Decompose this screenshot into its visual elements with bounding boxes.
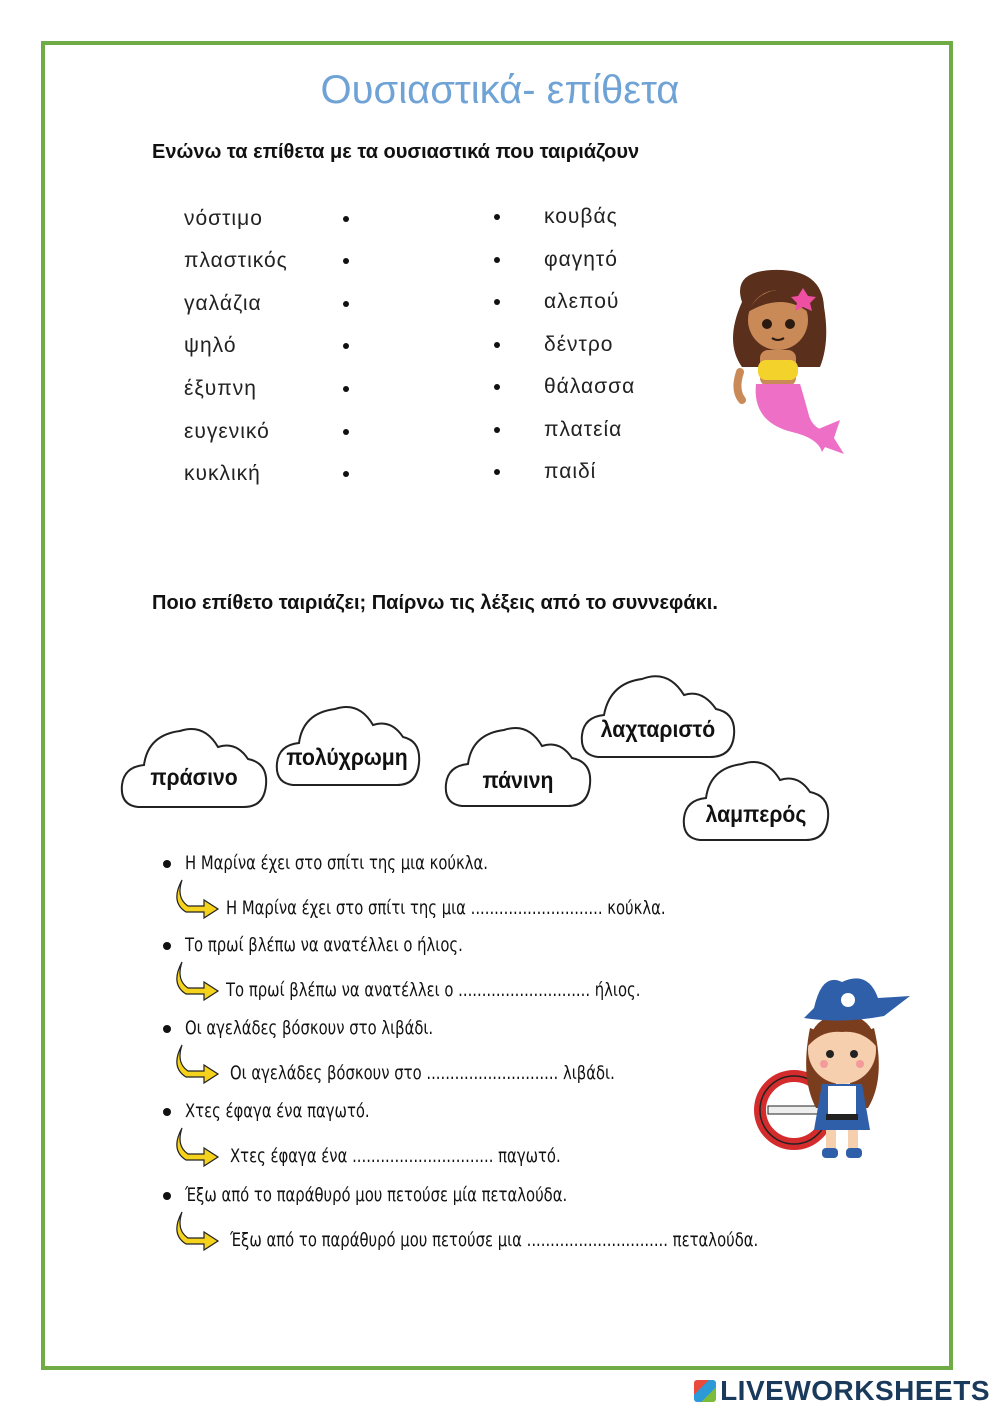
noun-item: δέντρο bbox=[544, 333, 614, 356]
mermaid-illustration bbox=[712, 262, 852, 462]
noun-item: πλατεία bbox=[544, 418, 623, 441]
adjective-item: νόστιμο bbox=[184, 207, 263, 230]
curved-arrow-icon bbox=[174, 960, 220, 1002]
pirate-girl-illustration bbox=[752, 968, 928, 1164]
answer-blank[interactable]: ............................ bbox=[426, 1062, 559, 1084]
word-cloud[interactable] bbox=[680, 752, 832, 852]
adjective-item: πλαστικός bbox=[184, 249, 288, 272]
word-cloud[interactable] bbox=[273, 697, 421, 797]
cloud-word: πράσινο bbox=[150, 763, 238, 790]
match-dot-left[interactable] bbox=[343, 429, 349, 435]
exercise2-instruction: Ποιο επίθετο ταιριάζει; Παίρνω τις λέξεις από το συννεφάκι. bbox=[152, 592, 718, 614]
adjective-item: έξυπνη bbox=[184, 377, 257, 400]
match-dot-right[interactable] bbox=[494, 342, 500, 348]
match-dot-right[interactable] bbox=[494, 469, 500, 475]
bullet bbox=[163, 1192, 171, 1200]
sentence-original: Το πρωί βλέπω να ανατέλλει ο ήλιος. bbox=[185, 934, 463, 956]
noun-item: κουβάς bbox=[544, 205, 618, 228]
sentence-blank: Χτες έφαγα ένα .............................. παγωτό. bbox=[230, 1145, 561, 1167]
page-border bbox=[41, 41, 953, 1370]
sentence-blank: Οι αγελάδες βόσκουν στο ............................ λιβάδι. bbox=[230, 1062, 615, 1084]
page-title: Ουσιαστικά- επίθετα bbox=[320, 68, 680, 112]
sentence-original: Έξω από το παράθυρό μου πετούσε μία πεταλούδα. bbox=[185, 1184, 568, 1206]
sentence-blank: Το πρωί βλέπω να ανατέλλει ο ............................ ήλιος. bbox=[226, 979, 641, 1001]
noun-item: θάλασσα bbox=[544, 375, 636, 398]
bullet bbox=[163, 1108, 171, 1116]
answer-blank[interactable]: ............................ bbox=[470, 897, 603, 919]
adjective-item: κυκλική bbox=[184, 462, 261, 485]
match-dot-left[interactable] bbox=[343, 216, 349, 222]
noun-item: παιδί bbox=[544, 460, 597, 483]
bullet bbox=[163, 942, 171, 950]
bullet bbox=[163, 1025, 171, 1033]
curved-arrow-icon bbox=[174, 1210, 220, 1252]
match-dot-right[interactable] bbox=[494, 427, 500, 433]
match-dot-right[interactable] bbox=[494, 257, 500, 263]
sentence-original: Η Μαρίνα έχει στο σπίτι της μια κούκλα. bbox=[185, 852, 488, 874]
sentence-blank: Έξω από το παράθυρό μου πετούσε μια .............................. πεταλούδα. bbox=[230, 1229, 759, 1251]
word-cloud[interactable] bbox=[442, 718, 594, 818]
cloud-word: λαμπερός bbox=[705, 800, 807, 827]
sentence-original: Οι αγελάδες βόσκουν στο λιβάδι. bbox=[185, 1017, 434, 1039]
liveworksheets-logo: LIVEWORKSHEETS bbox=[694, 1375, 990, 1407]
liveworksheets-logo-icon bbox=[694, 1380, 716, 1402]
curved-arrow-icon bbox=[174, 1126, 220, 1168]
word-cloud[interactable] bbox=[118, 715, 270, 819]
noun-item: αλεπού bbox=[544, 290, 620, 313]
match-dot-right[interactable] bbox=[494, 384, 500, 390]
answer-blank[interactable]: .............................. bbox=[352, 1145, 494, 1167]
match-dot-left[interactable] bbox=[343, 258, 349, 264]
match-dot-left[interactable] bbox=[343, 471, 349, 477]
answer-blank[interactable]: .............................. bbox=[526, 1229, 668, 1251]
match-dot-right[interactable] bbox=[494, 214, 500, 220]
adjective-item: ψηλό bbox=[184, 334, 237, 357]
curved-arrow-icon bbox=[174, 1043, 220, 1085]
cloud-word: πολύχρωμη bbox=[286, 743, 408, 770]
bullet bbox=[163, 860, 171, 868]
match-dot-left[interactable] bbox=[343, 343, 349, 349]
sentence-original: Χτες έφαγα ένα παγωτό. bbox=[185, 1100, 370, 1122]
adjective-item: γαλάζια bbox=[184, 292, 262, 315]
match-dot-left[interactable] bbox=[343, 386, 349, 392]
curved-arrow-icon bbox=[174, 878, 220, 920]
sentence-blank: Η Μαρίνα έχει στο σπίτι της μια ............................ κούκλα. bbox=[226, 897, 666, 919]
match-dot-right[interactable] bbox=[494, 299, 500, 305]
adjective-item: ευγενικό bbox=[184, 420, 270, 443]
answer-blank[interactable]: ............................ bbox=[458, 979, 591, 1001]
noun-item: φαγητό bbox=[544, 248, 618, 271]
exercise1-instruction: Ενώνω τα επίθετα με τα ουσιαστικά που ταιριάζουν bbox=[152, 141, 640, 163]
cloud-word: πάνινη bbox=[482, 766, 554, 793]
cloud-word: λαχταριστό bbox=[600, 715, 716, 742]
match-dot-left[interactable] bbox=[343, 301, 349, 307]
